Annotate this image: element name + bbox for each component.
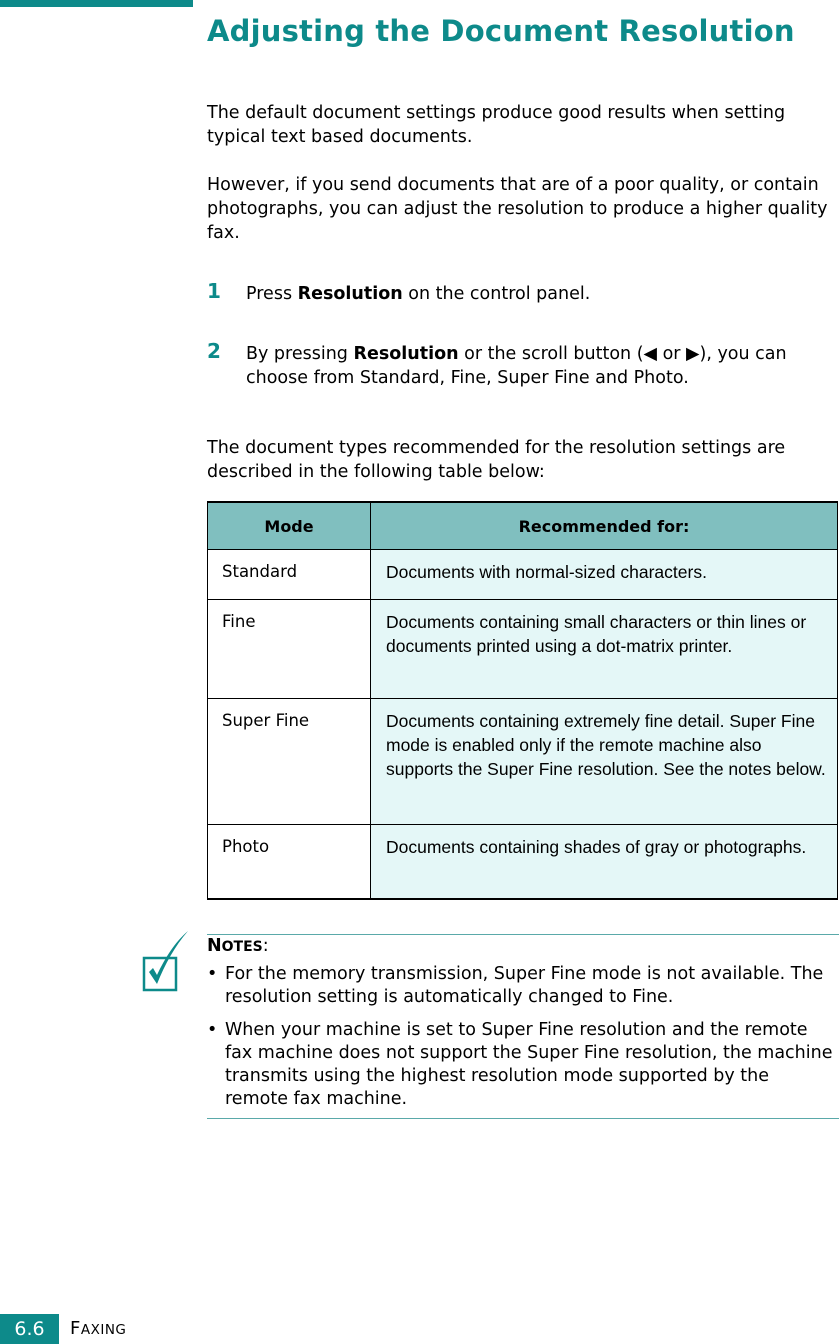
intro-paragraph-1: The default document settings produce good results when setting typical text based documents. [207, 103, 786, 147]
section-name: FAXING [70, 1318, 127, 1339]
step-text: By pressing Resolution or the scroll button (◀ or ▶), you can choose from Standard, Fine, Super Fine and Photo. [246, 344, 787, 388]
note-item-1: • For the memory transmission, Super Fine mode is not available. The resolution setting is automatically changed to Fine. [207, 964, 824, 1007]
table-intro: The document types recommended for the resolution settings are described in the following table below: [207, 438, 786, 482]
page-title: Adjusting the Document Resolution [207, 14, 795, 48]
recommended-cell: Documents with normal-sized characters. [371, 550, 838, 600]
bullet: • [207, 1020, 218, 1040]
step-number: 2 [207, 339, 221, 363]
notes-top-rule [207, 934, 839, 935]
checkmark-icon [141, 928, 189, 996]
table-row [208, 699, 838, 825]
intro-paragraph-2: However, if you send documents that are of a poor quality, or contain photographs, you can adjust the resolution to produce a higher quality fax. [207, 175, 828, 243]
recommended-cell: Documents containing small characters or thin lines or documents printed using a dot-matrix printer. [371, 600, 838, 699]
notes-title: NOTES: [207, 936, 269, 956]
table-row [208, 550, 838, 600]
notes-bottom-rule [207, 1118, 839, 1119]
top-accent-bar [0, 0, 193, 7]
page-number: 6.6 [0, 1314, 59, 1344]
header-mode: Mode [208, 502, 371, 550]
table-header-row [208, 502, 838, 550]
resolution-key-label: Resolution [353, 344, 459, 364]
step-number: 1 [207, 279, 221, 303]
mode-cell: Standard [208, 550, 371, 600]
mode-cell: Super Fine [208, 699, 371, 825]
mode-cell: Fine [208, 600, 371, 699]
mode-cell: Photo [208, 825, 371, 899]
header-recommended: Recommended for: [371, 502, 838, 550]
resolution-key-label: Resolution [297, 284, 403, 304]
note-item-2: • When your machine is set to Super Fine resolution and the remote fax machine does not support the Super Fine resolution, the machine transmits using the highest resolution mode supported by the remote fax machine. [207, 1020, 833, 1109]
table-row [208, 825, 838, 899]
resolution-table [207, 501, 838, 900]
recommended-cell: Documents containing extremely fine detail. Super Fine mode is enabled only if the remote machine also supports the Super Fine resolution. See the notes below. [371, 699, 838, 825]
step-text: Press Resolution on the control panel. [246, 284, 591, 304]
bullet: • [207, 964, 218, 984]
recommended-cell: Documents containing shades of gray or photographs. [371, 825, 838, 899]
table-row [208, 600, 838, 699]
